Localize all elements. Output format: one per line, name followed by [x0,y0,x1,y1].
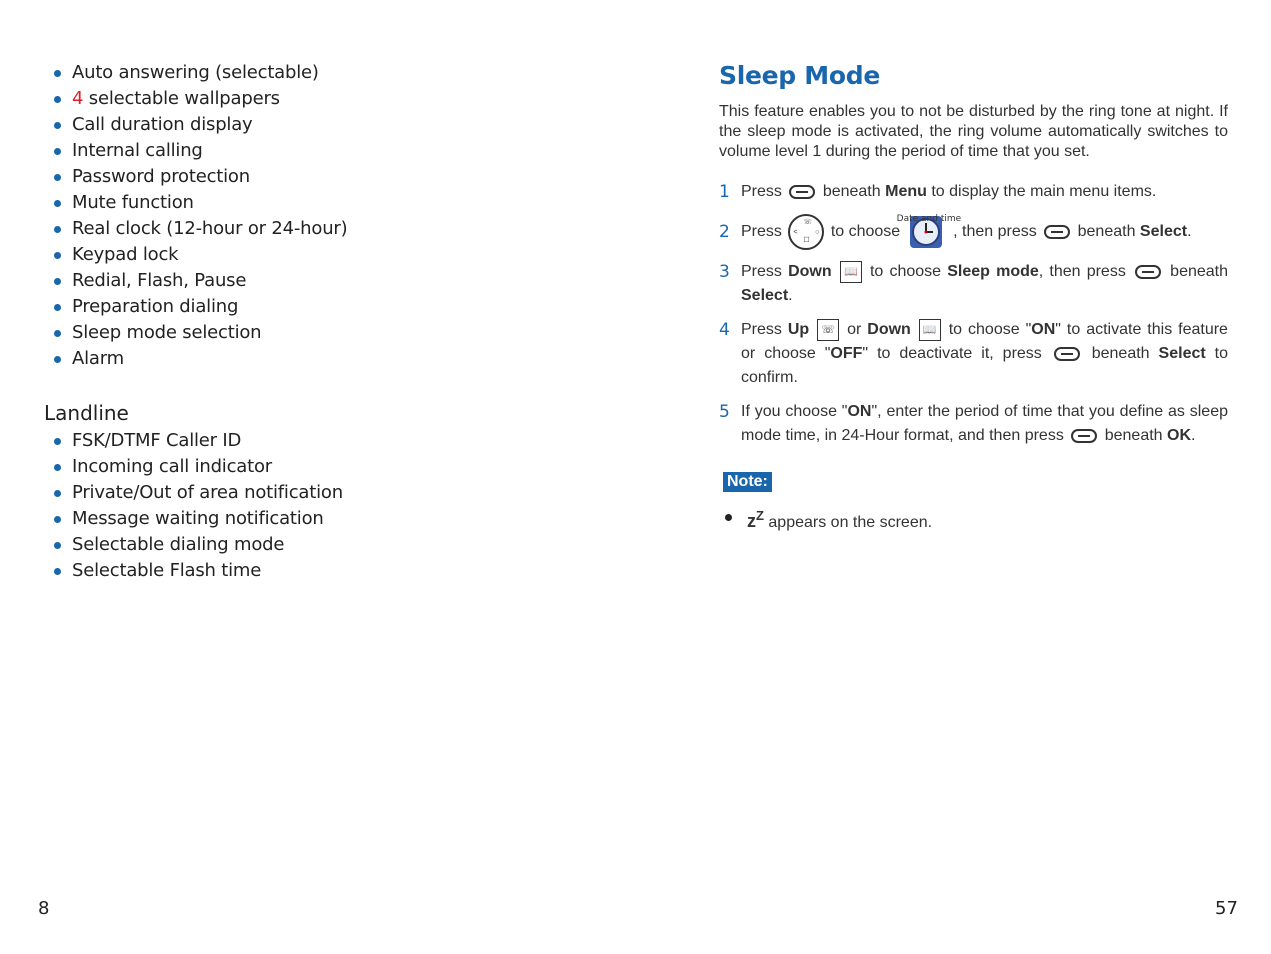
right-softkey-icon [1044,225,1070,239]
step-text: to confirm. [741,345,1228,387]
step-bold: Sleep mode [947,263,1039,281]
list-item: FSK/DTMF Caller ID [44,428,604,454]
note-text: appears on the screen. [768,514,933,532]
step-text: beneath [1170,263,1229,281]
step-number: 2 [719,222,730,242]
list-item: Call duration display [44,112,604,138]
step-bold: Down [788,263,832,281]
step-text: beneath [822,183,881,200]
list-item: Preparation dialing [44,294,604,320]
list-item: Private/Out of area notification [44,480,604,506]
list-item: Internal calling [44,138,604,164]
list-item: Selectable dialing mode [44,532,604,558]
step-bold: OFF [830,345,863,363]
step-text: Press [741,321,782,339]
step-number: 4 [719,320,730,341]
step-bold: ON [1031,321,1056,339]
list-item [44,86,604,112]
right-softkey-icon [1135,265,1161,279]
step-text: ", enter the period of time that you define as sleep mode time, in 24-Hour format, and then press [741,403,1229,445]
step-text: . [1191,427,1196,445]
step-1 [719,180,1228,204]
step-bold: Down [867,321,911,339]
list-item: Password protection [44,164,604,190]
sleep-zz-icon [747,508,764,532]
step-text: " to activate this feature or choose " [741,321,1228,363]
step-text: , then press [1038,263,1126,281]
step-text: beneath [1104,427,1163,445]
steps-list [719,180,1228,448]
list-item: Sleep mode selection [44,320,604,346]
page-number-left: 8 [38,898,50,919]
list-item: Message waiting notification [44,506,604,532]
right-softkey-icon [1054,347,1080,361]
step-text: Press [741,183,782,200]
list-item: Auto answering (selectable) [44,60,604,86]
up-key-icon: ☏ [817,319,839,341]
step-2 [719,214,1228,250]
step-text: Press [741,223,782,241]
wallpaper-count: 4 [72,88,84,109]
step-text: to display the main menu items. [931,183,1157,200]
step-text: to choose [830,223,901,241]
step-3 [719,260,1228,308]
date-time-menu-icon [896,214,962,249]
note-label: Note: [723,472,772,492]
step-text: . [788,287,793,305]
left-softkey-icon [789,185,815,199]
page-number-right: 57 [1215,898,1238,919]
step-number: 5 [719,402,730,423]
down-key-icon: 📖 [919,319,941,341]
zz-text: z [747,511,756,532]
step-text: , then press [953,223,1037,241]
intro-paragraph: This feature enables you to not be disturbed by the ring tone at night. If the sleep mode is activated, the ring volume automatically switches to volume level 1 during the period of time that you set. [719,103,1228,160]
step-bold: Menu [885,183,927,200]
step-text: to choose [869,263,942,281]
list-item: Incoming call indicator [44,454,604,480]
list-item: Selectable Flash time [44,558,604,584]
step-5 [719,400,1228,448]
left-page [44,60,604,584]
list-item: Mute function [44,190,604,216]
landline-feature-list [44,428,604,584]
step-text: or [847,321,862,339]
step-bold: Select [741,287,789,305]
step-text: . [1187,223,1192,241]
list-item: Real clock (12-hour or 24-hour) [44,216,604,242]
step-4 [719,318,1228,390]
feature-list [44,60,604,372]
page-title: Sleep Mode [719,61,880,90]
step-text: to choose " [948,321,1032,339]
list-item: Keypad lock [44,242,604,268]
step-bold: Select [1158,345,1206,363]
note-item [719,504,1228,535]
right-softkey-icon [1071,429,1097,443]
step-bold: Up [787,321,810,339]
down-key-icon: 📖 [840,261,862,283]
landline-heading: Landline [44,401,129,425]
step-number: 1 [719,182,730,202]
step-text: " to deactivate it, press [862,345,1042,363]
step-bold: ON [847,403,872,421]
step-text: Press [741,263,782,281]
date-time-label: Date and time [896,214,962,224]
list-item: Redial, Flash, Pause [44,268,604,294]
list-item: Alarm [44,346,604,372]
zz-sup: Z [756,508,764,524]
step-bold: OK [1167,427,1192,445]
step-bold: Select [1139,223,1188,241]
step-text: If you choose " [741,403,848,421]
navigation-key-icon: ☏ < ○ ☐ [788,214,824,250]
step-text: beneath [1091,345,1150,363]
right-page [719,58,1228,535]
step-text: beneath [1077,223,1136,241]
step-number: 3 [719,262,730,283]
list-item-text: selectable wallpapers [88,88,280,109]
